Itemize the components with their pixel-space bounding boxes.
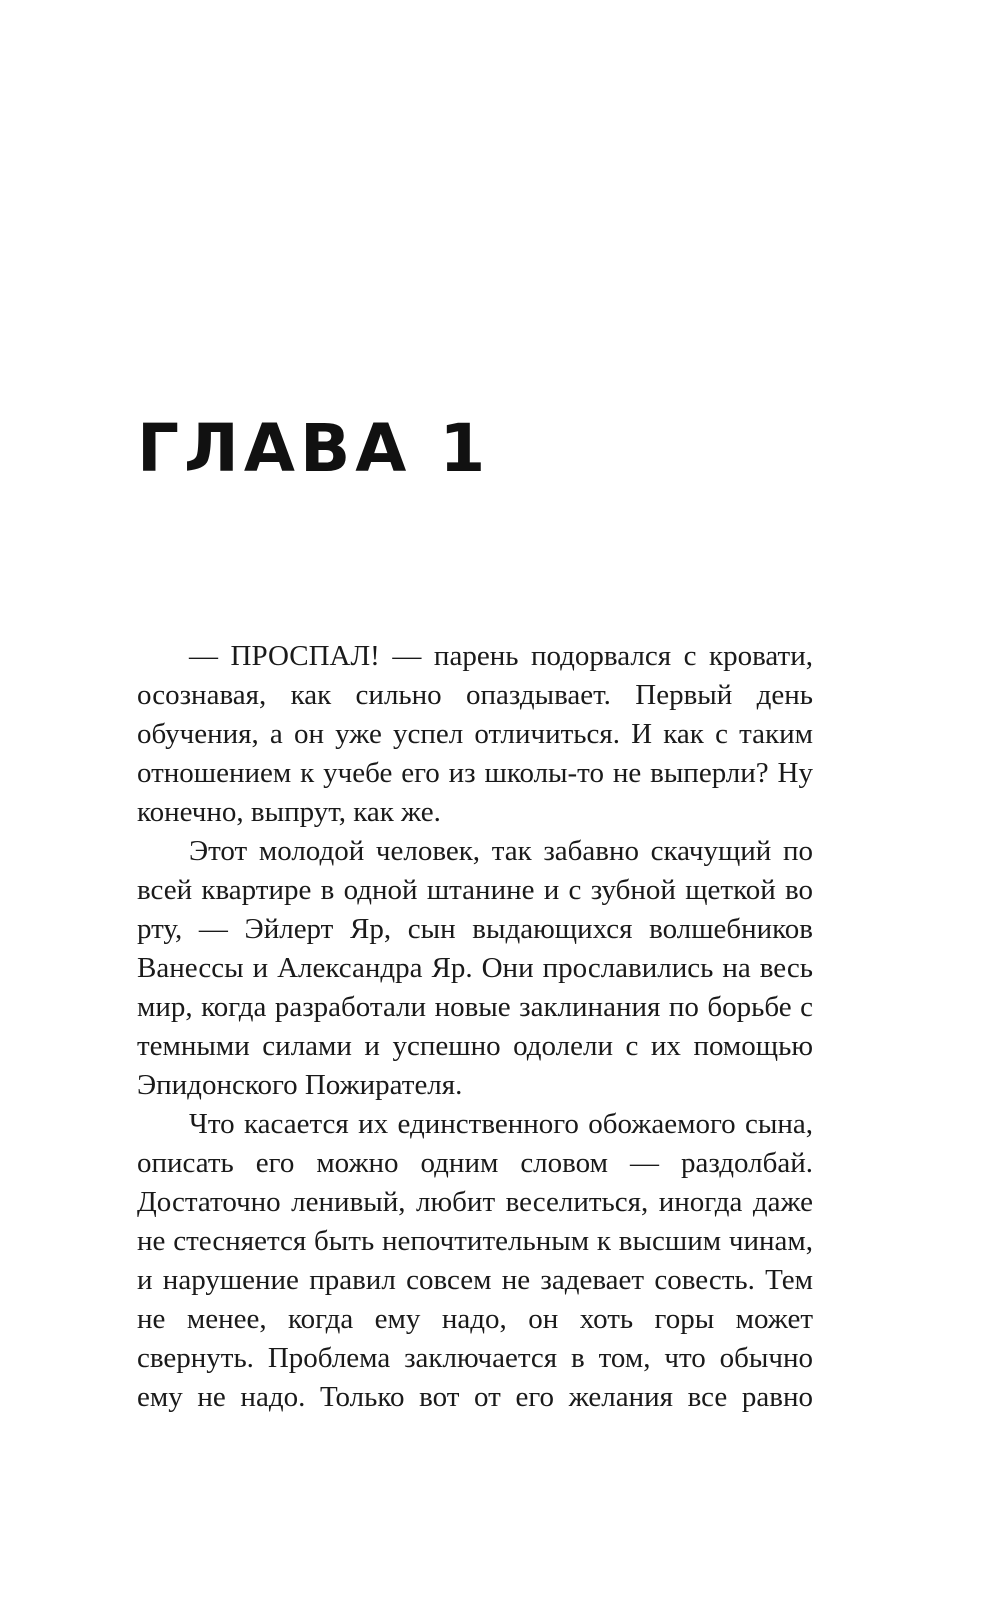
paragraph: — ПРОСПАЛ! — парень подорвался с кровати, осознавая, как сильно опаздывает. Первый день обучения, а он уже успел отличиться. И как с таким отношением к учебе его из школы-то не выперли? Ну конечно, выпрут, как же. [137,640,813,828]
paragraph: Этот молодой человек, так забавно скачущий по всей квартире в одной штанине и с зубной щеткой во рту, — Эйлерт Яр, сын выдающихся волшебников Ванессы и Александра Яр. Они прославились на весь мир, когда разработали новые заклинания по борьбе с темными силами и успешно одолели с их помощью Эпидонского Пожирателя. [137,835,813,1101]
paragraph: Что касается их единственного обожаемого сына, описать его можно одним словом — раздолбай. Достаточно ленивый, любит веселиться, иногда даже не стесняется быть непочтительным к высшим чинам, и нарушение правил совсем не задевает совесть. Тем не менее, когда ему надо, он хоть горы может свернуть. Проблема заключается в том, что обычно ему не надо. Только вот от его желания все равно [137,1108,813,1413]
chapter-body [137,637,813,1417]
chapter-title: ГЛАВА 1 [137,410,491,487]
